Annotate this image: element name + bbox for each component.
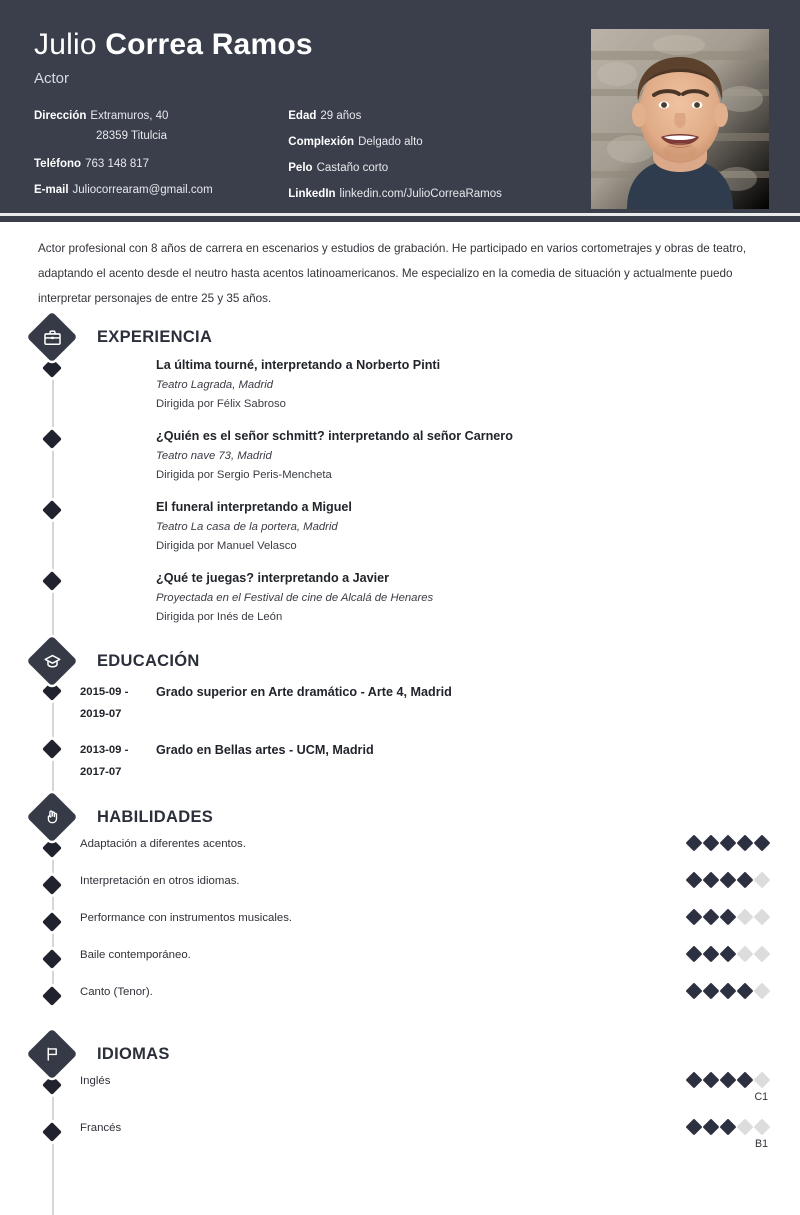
list-item xyxy=(0,428,800,483)
language-label: Francés xyxy=(80,1122,122,1134)
timeline-bullet-icon xyxy=(42,571,62,591)
rating-diamond-filled-icon xyxy=(703,835,720,852)
timeline-bullet-icon xyxy=(42,500,62,520)
hand-icon xyxy=(27,792,78,843)
rating-diamond-empty-icon xyxy=(737,946,754,963)
list-item xyxy=(0,499,800,554)
contact-age-label: Edad xyxy=(288,110,317,122)
rating-diamond-filled-icon xyxy=(703,1119,720,1136)
rating-diamond-filled-icon xyxy=(737,1072,754,1089)
timeline-bullet-icon xyxy=(42,1122,62,1142)
rating-diamond-empty-icon xyxy=(754,1072,771,1089)
flag-icon xyxy=(27,1029,78,1080)
contact-age xyxy=(288,109,560,123)
contact-linkedin-label: LinkedIn xyxy=(288,188,336,200)
contact-details xyxy=(34,109,560,213)
list-item xyxy=(0,948,800,975)
experience-title: ¿Quién es el señor schmitt? interpretando al señor Carnero xyxy=(156,429,513,443)
contact-email-label: E-mail xyxy=(34,184,69,196)
experience-place: Teatro Lagrada, Madrid xyxy=(156,379,274,391)
skill-label: Performance con instrumentos musicales. xyxy=(80,912,293,924)
skill-label: Baile contemporáneo. xyxy=(80,949,191,961)
experience-director: Dirigida por Manuel Velasco xyxy=(156,540,297,552)
header-text-block xyxy=(0,0,560,213)
list-item xyxy=(0,911,800,938)
avatar xyxy=(591,29,769,209)
rating-diamond-empty-icon xyxy=(737,909,754,926)
rating-diamond-filled-icon xyxy=(686,872,703,889)
list-item xyxy=(0,570,800,625)
resume-body xyxy=(0,311,800,1150)
skills-list xyxy=(0,837,800,1012)
languages-list xyxy=(0,1074,800,1150)
rating-diamonds xyxy=(688,837,768,849)
skill-rating xyxy=(688,874,768,886)
skill-label: Adaptación a diferentes acentos. xyxy=(80,838,246,850)
rating-diamond-filled-icon xyxy=(686,909,703,926)
experience-director: Dirigida por Félix Sabroso xyxy=(156,398,286,410)
rating-diamond-filled-icon xyxy=(737,983,754,1000)
rating-diamond-filled-icon xyxy=(720,983,737,1000)
rating-diamonds xyxy=(688,1121,768,1133)
contact-phone xyxy=(34,157,288,171)
list-item xyxy=(0,681,800,725)
contact-address-line2 xyxy=(34,129,288,143)
rating-diamond-filled-icon xyxy=(686,1072,703,1089)
education-description: Grado superior en Arte dramático - Arte 4, Madrid xyxy=(156,685,452,699)
contact-build-label: Complexión xyxy=(288,136,355,148)
timeline-bullet-icon xyxy=(42,986,62,1006)
briefcase-icon xyxy=(27,312,78,363)
contact-build xyxy=(288,135,560,149)
rating-diamond-filled-icon xyxy=(754,835,771,852)
contact-email-value[interactable]: Juliocorrearam@gmail.com xyxy=(72,184,213,196)
timeline-bullet-icon xyxy=(42,949,62,969)
rating-diamonds xyxy=(688,874,768,886)
page-title xyxy=(34,28,560,62)
language-label: Inglés xyxy=(80,1075,111,1087)
rating-diamond-filled-icon xyxy=(686,1119,703,1136)
language-level: C1 xyxy=(754,1091,768,1103)
section-header-education xyxy=(0,641,800,681)
rating-diamonds xyxy=(688,948,768,960)
rating-diamond-filled-icon xyxy=(720,909,737,926)
contact-linkedin-value[interactable]: linkedin.com/JulioCorreaRamos xyxy=(339,188,502,200)
contact-hair-value: Castaño corto xyxy=(316,162,389,174)
section-header-languages xyxy=(0,1034,800,1074)
last-name: Correa Ramos xyxy=(105,28,313,61)
contact-address-continuation: 28359 Titulcia xyxy=(96,130,167,142)
experience-director: Dirigida por Sergio Peris-Mencheta xyxy=(156,469,332,481)
language-rating xyxy=(688,1121,768,1150)
profile-summary: Actor profesional con 8 años de carrera en escenarios y estudios de grabación. He participado en varios cortometrajes y obras de teatro, adaptando el acento desde el neutro hasta acentos latinoamericanos. Me especializo en la comedia de situación y actualmente puedo interpretar personajes de entre 25 y 35 años. xyxy=(38,242,747,305)
skill-label: Interpretación en otros idiomas. xyxy=(80,875,240,887)
rating-diamond-filled-icon xyxy=(720,1072,737,1089)
contact-column-right xyxy=(288,109,560,213)
skill-rating xyxy=(688,985,768,997)
experience-list xyxy=(0,357,800,625)
education-list xyxy=(0,681,800,783)
timeline-bullet-icon xyxy=(42,429,62,449)
rating-diamond-empty-icon xyxy=(754,946,771,963)
rating-diamond-empty-icon xyxy=(754,909,771,926)
education-date-to: 2019-07 xyxy=(80,708,122,720)
rating-diamond-filled-icon xyxy=(703,983,720,1000)
list-item xyxy=(0,1121,800,1150)
rating-diamonds xyxy=(688,985,768,997)
rating-diamond-empty-icon xyxy=(754,983,771,1000)
contact-email xyxy=(34,183,288,197)
experience-place: Proyectada en el Festival de cine de Alcalá de Henares xyxy=(156,592,434,604)
rating-diamond-filled-icon xyxy=(737,835,754,852)
resume-header xyxy=(0,0,800,222)
rating-diamond-filled-icon xyxy=(703,946,720,963)
job-title: Actor xyxy=(34,70,70,87)
list-item xyxy=(0,874,800,901)
experience-title: La última tourné, interpretando a Norberto Pinti xyxy=(156,358,441,372)
experience-director: Dirigida por Inés de León xyxy=(156,611,283,623)
rating-diamond-filled-icon xyxy=(720,835,737,852)
section-education xyxy=(0,641,800,783)
rating-diamond-filled-icon xyxy=(686,946,703,963)
contact-age-value: 29 años xyxy=(320,110,362,122)
language-level: B1 xyxy=(755,1138,768,1150)
rating-diamond-filled-icon xyxy=(686,835,703,852)
rating-diamond-filled-icon xyxy=(703,909,720,926)
rating-diamond-empty-icon xyxy=(754,872,771,889)
graduation-cap-icon xyxy=(27,636,78,687)
contact-column-left xyxy=(34,109,288,213)
rating-diamond-filled-icon xyxy=(703,872,720,889)
education-date-from: 2013-09 - xyxy=(80,744,129,756)
header-divider xyxy=(0,213,800,216)
contact-address xyxy=(34,109,288,123)
list-item xyxy=(0,985,800,1012)
section-title-education: EDUCACIÓN xyxy=(97,651,200,670)
education-date-to: 2017-07 xyxy=(80,766,122,778)
education-description: Grado en Bellas artes - UCM, Madrid xyxy=(156,743,374,757)
list-item xyxy=(0,357,800,412)
rating-diamond-filled-icon xyxy=(703,1072,720,1089)
contact-phone-value[interactable]: 763 148 817 xyxy=(85,158,150,170)
skill-rating xyxy=(688,948,768,960)
timeline-bullet-icon xyxy=(42,912,62,932)
first-name: Julio xyxy=(34,28,97,61)
experience-title: El funeral interpretando a Miguel xyxy=(156,500,352,514)
section-experience xyxy=(0,317,800,625)
section-title-experience: EXPERIENCIA xyxy=(97,327,213,346)
section-header-experience xyxy=(0,317,800,357)
section-title-skills: HABILIDADES xyxy=(97,807,214,826)
contact-build-value: Delgado alto xyxy=(358,136,423,148)
rating-diamond-empty-icon xyxy=(737,1119,754,1136)
section-skills xyxy=(0,797,800,1012)
contact-phone-label: Teléfono xyxy=(34,158,82,170)
rating-diamond-filled-icon xyxy=(720,946,737,963)
rating-diamonds xyxy=(688,911,768,923)
section-languages xyxy=(0,1034,800,1150)
contact-address-label: Dirección xyxy=(34,110,87,122)
rating-diamond-filled-icon xyxy=(720,872,737,889)
language-rating xyxy=(688,1074,768,1103)
contact-linkedin xyxy=(288,187,560,201)
experience-title: ¿Qué te juegas? interpretando a Javier xyxy=(156,571,390,585)
rating-diamond-filled-icon xyxy=(720,1119,737,1136)
education-date xyxy=(80,681,156,725)
skill-label: Canto (Tenor). xyxy=(80,986,153,998)
rating-diamond-filled-icon xyxy=(737,872,754,889)
rating-diamonds xyxy=(688,1074,768,1086)
section-header-skills xyxy=(0,797,800,837)
experience-place: Teatro La casa de la portera, Madrid xyxy=(156,521,338,533)
contact-address-value: Extramuros, 40 xyxy=(90,110,169,122)
rating-diamond-empty-icon xyxy=(754,1119,771,1136)
rating-diamond-filled-icon xyxy=(686,983,703,1000)
section-title-languages: IDIOMAS xyxy=(97,1044,170,1063)
skill-rating xyxy=(688,837,768,849)
list-item xyxy=(0,1074,800,1103)
contact-hair xyxy=(288,161,560,175)
experience-place: Teatro nave 73, Madrid xyxy=(156,450,272,462)
list-item xyxy=(0,739,800,783)
skill-rating xyxy=(688,911,768,923)
list-item xyxy=(0,837,800,864)
education-date-from: 2015-09 - xyxy=(80,686,129,698)
timeline-bullet-icon xyxy=(42,875,62,895)
timeline-bullet-icon xyxy=(42,739,62,759)
contact-hair-label: Pelo xyxy=(288,162,313,174)
education-date xyxy=(80,739,156,783)
